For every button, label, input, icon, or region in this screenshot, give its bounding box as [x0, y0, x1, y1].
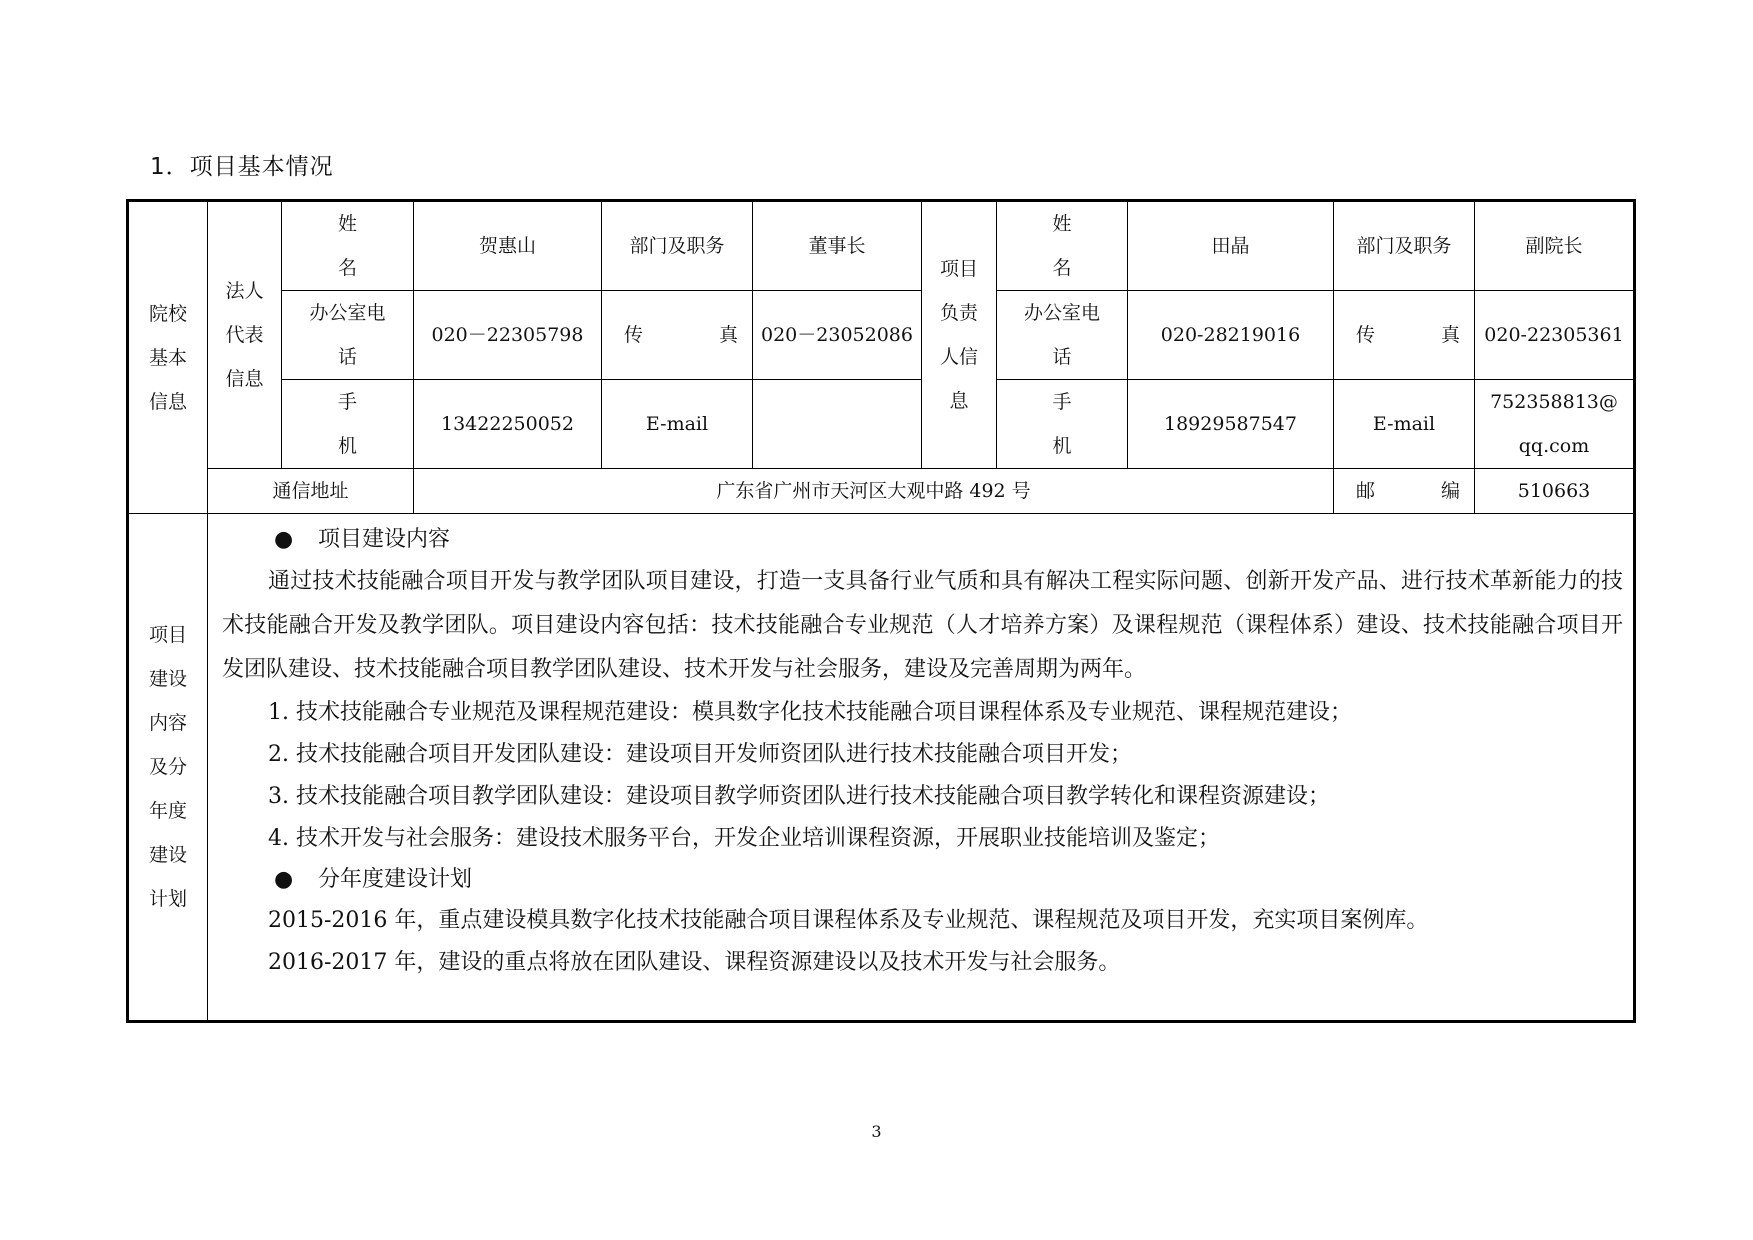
plan-item: 2015-2016 年，重点建设模具数字化技术技能融合项目课程体系及专业规范、课程规范及项目开发，充实项目案例库。	[268, 908, 1429, 933]
legal-email-value	[753, 380, 922, 469]
pm-dept-label: 部门及职务	[1334, 201, 1475, 291]
legal-name-label: 姓名	[282, 201, 414, 291]
zip-value: 510663	[1475, 469, 1635, 514]
list-item: 1. 技术技能融合专业规范及课程规范建设：模具数字化技术技能融合项目课程体系及专业规范、课程规范建设；	[268, 700, 1352, 725]
school-info-label: 院校基本信息	[128, 201, 208, 514]
pm-label: 项目负责人信息	[922, 201, 997, 469]
address-value: 广东省广州市天河区大观中路 492 号	[414, 469, 1334, 514]
legal-mobile-label: 手机	[282, 380, 414, 469]
legal-office-phone-label: 办公室电话	[282, 291, 414, 380]
legal-mobile-value: 13422250052	[414, 380, 602, 469]
bullet-dot-icon: ●	[274, 867, 294, 892]
legal-email-label: E-mail	[602, 380, 753, 469]
legal-office-phone-value: 020－22305798	[414, 291, 602, 380]
list-item: 3. 技术技能融合项目教学团队建设：建设项目教学师资团队进行技术技能融合项目教学转化和课程资源建设；	[268, 784, 1330, 809]
content-label: 项目建设内容及分年度建设计划	[128, 514, 208, 1022]
list-item: 2. 技术技能融合项目开发团队建设：建设项目开发师资团队进行技术技能融合项目开发；	[268, 742, 1132, 767]
content-cell	[208, 514, 1635, 1022]
plan-item: 2016-2017 年，建设的重点将放在团队建设、课程资源建设以及技术开发与社会服务。	[268, 950, 1121, 975]
bullet-dot-icon: ●	[274, 527, 294, 552]
pm-name-value: 田晶	[1128, 201, 1334, 291]
pm-mobile-value: 18929587547	[1128, 380, 1334, 469]
legal-name-value: 贺惠山	[414, 201, 602, 291]
legal-fax-value: 020－23052086	[753, 291, 922, 380]
pm-office-phone-label: 办公室电话	[997, 291, 1128, 380]
pm-mobile-label: 手机	[997, 380, 1128, 469]
pm-fax-value: 020-22305361	[1475, 291, 1635, 380]
pm-dept-value: 副院长	[1475, 201, 1635, 291]
bullet-annual-plan: ● 分年度建设计划	[274, 860, 1623, 900]
pm-office-phone-value: 020-28219016	[1128, 291, 1334, 380]
pm-email-label: E-mail	[1334, 380, 1475, 469]
bullet-construction-content: ● 项目建设内容	[274, 520, 1623, 560]
pm-fax-label: 传 真	[1334, 291, 1475, 380]
legal-rep-label: 法人代表信息	[208, 201, 282, 469]
zip-label: 邮 编	[1334, 469, 1475, 514]
pm-name-label: 姓名	[997, 201, 1128, 291]
legal-fax-label: 传 真	[602, 291, 753, 380]
pm-email-value: 752358813@ qq.com	[1475, 380, 1635, 469]
page-number: 3	[871, 1122, 882, 1141]
legal-dept-label: 部门及职务	[602, 201, 753, 291]
section-heading: 1．项目基本情况	[150, 154, 334, 180]
list-item: 4. 技术开发与社会服务：建设技术服务平台，开发企业培训课程资源，开展职业技能培训及鉴定；	[268, 826, 1220, 851]
legal-dept-value: 董事长	[753, 201, 922, 291]
content-paragraph: 通过技术技能融合项目开发与教学团队项目建设，打造一支具备行业气质和具有解决工程实际问题、创新开发产品、进行技术革新能力的技术技能融合开发及教学团队。项目建设内容包括：技术技能融合专业规范（人才培养方案）及课程规范（课程体系）建设、技术技能融合项目开发团队建设、技术技能融合项目教学团队建设、技术开发与社会服务，建设及完善周期为两年。	[222, 569, 1623, 682]
project-info-table	[126, 199, 1636, 1023]
address-label: 通信地址	[208, 469, 414, 514]
